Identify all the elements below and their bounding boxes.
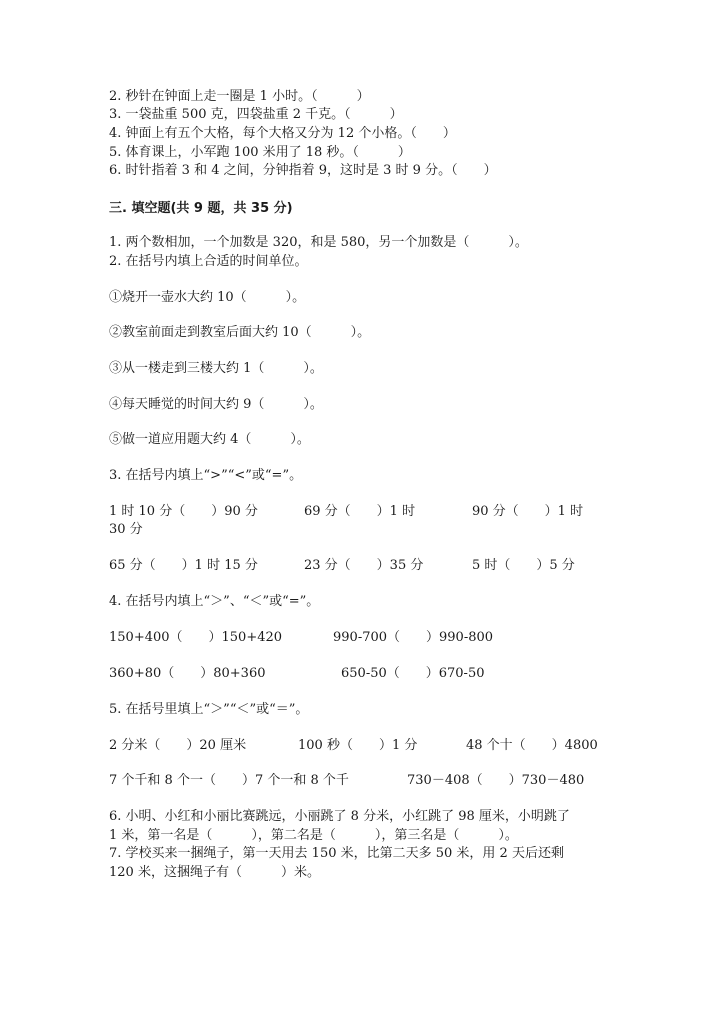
judgment-item-5: 5. 体育课上，小军跑 100 米用了 18 秒。（ ） [109,145,411,160]
section-3-title: 三. 填空题(共 9 题，共 35 分) [109,201,293,216]
question-2-item-1: ①烧开一壶水大约 10（ ）。 [109,290,306,305]
question-4-cell: 650-50（ ）670-50 [341,666,485,681]
question-3-cell: 65 分（ ）1 时 15 分 [109,558,258,573]
question-3-cell: 23 分（ ）35 分 [304,558,424,573]
question-5-cell: 100 秒（ ）1 分 [298,738,418,753]
question-4-cell: 990-700（ ）990-800 [333,630,494,645]
question-5-cell: 730－408（ ）730－480 [407,773,585,788]
question-4-cell: 150+400（ ）150+420 [109,630,283,645]
question-2-stem: 2. 在括号内填上合适的时间单位。 [109,254,308,269]
question-5-cell: 7 个千和 8 个一（ ）7 个一和 8 个千 [109,773,349,788]
question-1: 1. 两个数相加，一个加数是 320，和是 580，另一个加数是（ ）。 [109,235,528,250]
question-4-cell: 360+80（ ）80+360 [109,666,266,681]
question-5-cell: 2 分米（ ）20 厘米 [109,738,247,753]
question-2-item-5: ⑤做一道应用题大约 4（ ）。 [109,432,310,447]
question-2-item-3: ③从一楼走到三楼大约 1（ ）。 [109,361,323,376]
question-3-cell: 1 时 10 分（ ）90 分 [109,504,258,519]
question-3-cell-wrap: 30 分 [109,522,143,537]
judgment-item-6: 6. 时针指着 3 和 4 之间，分钟指着 9，这时是 3 时 9 分。（ ） [109,163,497,178]
question-3-cell: 90 分（ ）1 时 [472,504,584,519]
question-6-line-2: 1 米，第一名是（ ），第二名是（ ），第三名是（ ）。 [109,828,518,843]
question-2-item-4: ④每天睡觉的时间大约 9（ ）。 [109,397,323,412]
question-4-stem: 4. 在括号内填上“＞”、“＜”或“=”。 [109,594,320,609]
question-3-stem: 3. 在括号内填上“>”“<”或“=”。 [109,468,303,483]
judgment-item-4: 4. 钟面上有五个大格，每个大格又分为 12 个小格。（ ） [109,126,456,141]
question-5-cell: 48 个十（ ）4800 [466,738,598,753]
question-2-item-2: ②教室前面走到教室后面大约 10（ ）。 [109,325,371,340]
question-6-line-1: 6. 小明、小红和小丽比赛跳远，小丽跳了 8 分米，小红跳了 98 厘米，小明跳了 [109,809,570,824]
question-7-line-1: 7. 学校买来一捆绳子，第一天用去 150 米，比第二天多 50 米，用 2 天后还剩 [109,846,564,861]
judgment-item-3: 3. 一袋盐重 500 克，四袋盐重 2 千克。（ ） [109,107,403,122]
judgment-item-2: 2. 秒针在钟面上走一圈是 1 小时。（ ） [109,89,370,104]
question-5-stem: 5. 在括号里填上“＞”“＜”或“＝”。 [109,702,309,717]
question-3-cell: 5 时（ ）5 分 [472,558,575,573]
question-3-cell: 69 分（ ）1 时 [304,504,416,519]
question-7-line-2: 120 米，这捆绳子有（ ）米。 [109,865,320,880]
